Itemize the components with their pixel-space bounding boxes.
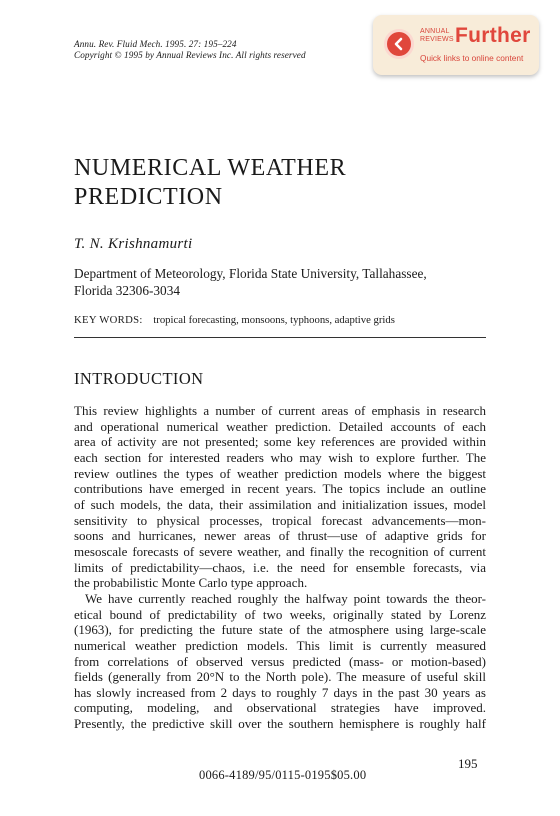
text-line: contributions have emerged in recent years. The topics include an outline [74, 481, 486, 497]
keywords-label: KEY WORDS: [74, 314, 143, 326]
text-line: computing, modeling, and observational strategies have improved. [74, 700, 486, 716]
text-line: We have currently reached roughly the halfway point towards the theor- [85, 590, 486, 606]
text-line: (1963), for predicting the future state of the atmosphere using large-scale [74, 622, 486, 638]
text-line: numerical weather prediction models. This limit is currently measured [74, 637, 486, 653]
citation-line: Annu. Rev. Fluid Mech. 1995. 27: 195–224 [74, 39, 237, 49]
further-wordmark: Further [455, 24, 531, 47]
paragraph-1 [74, 403, 486, 591]
text-line: Presently, the predictive skill over the southern hemisphere is roughly half [74, 716, 486, 732]
keywords-line [74, 314, 395, 326]
text-line: soons and hurricanes, newer areas of thrust—use of adaptive grids for [74, 528, 486, 544]
article-code: 0066-4189/95/0115-0195$05.00 [199, 768, 367, 782]
keywords-list: tropical forecasting, monsoons, typhoons, adaptive grids [153, 314, 395, 326]
text-line: has slowly increased from 2 days to roughly 7 days in the past 30 years as [74, 684, 486, 700]
text-line: limits of predictability—chaos, i.e. the need for ensemble forecasts, via [74, 559, 486, 575]
text-line: the probabilistic Monte Carlo type approach. [74, 575, 308, 591]
author-name: T. N. Krishnamurti [74, 236, 193, 252]
text-line: review outlines the types of weather prediction models where the biggest [74, 465, 486, 481]
article-title: NUMERICAL WEATHER PREDICTION [74, 155, 347, 210]
text-line: and operational numerical weather prediction. Detailed accounts of each [74, 418, 486, 434]
paragraph-2 [74, 591, 486, 732]
annual-reviews-label: ANNUAL REVIEWS [420, 28, 454, 43]
text-line: of such models, the data, their assimilation and initialization issues, model [74, 496, 486, 512]
author-affiliation: Department of Meteorology, Florida State University, Tallahassee, Florida 32306-3034 [74, 266, 427, 298]
text-line: area of activity are not presented; some key references are provided within [74, 434, 486, 450]
page-number: 195 [458, 756, 478, 771]
body-text [74, 403, 486, 732]
further-logo-icon [384, 29, 414, 59]
section-heading: INTRODUCTION [74, 369, 204, 388]
further-banner[interactable] [373, 15, 539, 75]
journal-citation [74, 39, 306, 61]
text-line: fields (generally from 20°N to the North pole). The measure of useful skill [74, 669, 486, 685]
text-line: mesoscale forecasts of severe weather, and finally the recognition of current [74, 543, 486, 559]
copyright-line: Copyright © 1995 by Annual Reviews Inc. All rights reserved [74, 50, 306, 60]
text-line: This review highlights a number of current areas of emphasis in research [74, 403, 486, 418]
further-tagline: Quick links to online content [420, 53, 524, 63]
text-line: each section for interested readers who may wish to explore further. The [74, 449, 486, 465]
text-line: etical bound of predictability of two weeks, originally stated by Lorenz [74, 606, 486, 622]
text-line: sensitivity to physical processes, tropical forecast advancements—mon- [74, 512, 486, 528]
text-line: from correlations of observed versus predicted (mass- or motion-based) [74, 653, 486, 669]
divider [74, 337, 486, 338]
